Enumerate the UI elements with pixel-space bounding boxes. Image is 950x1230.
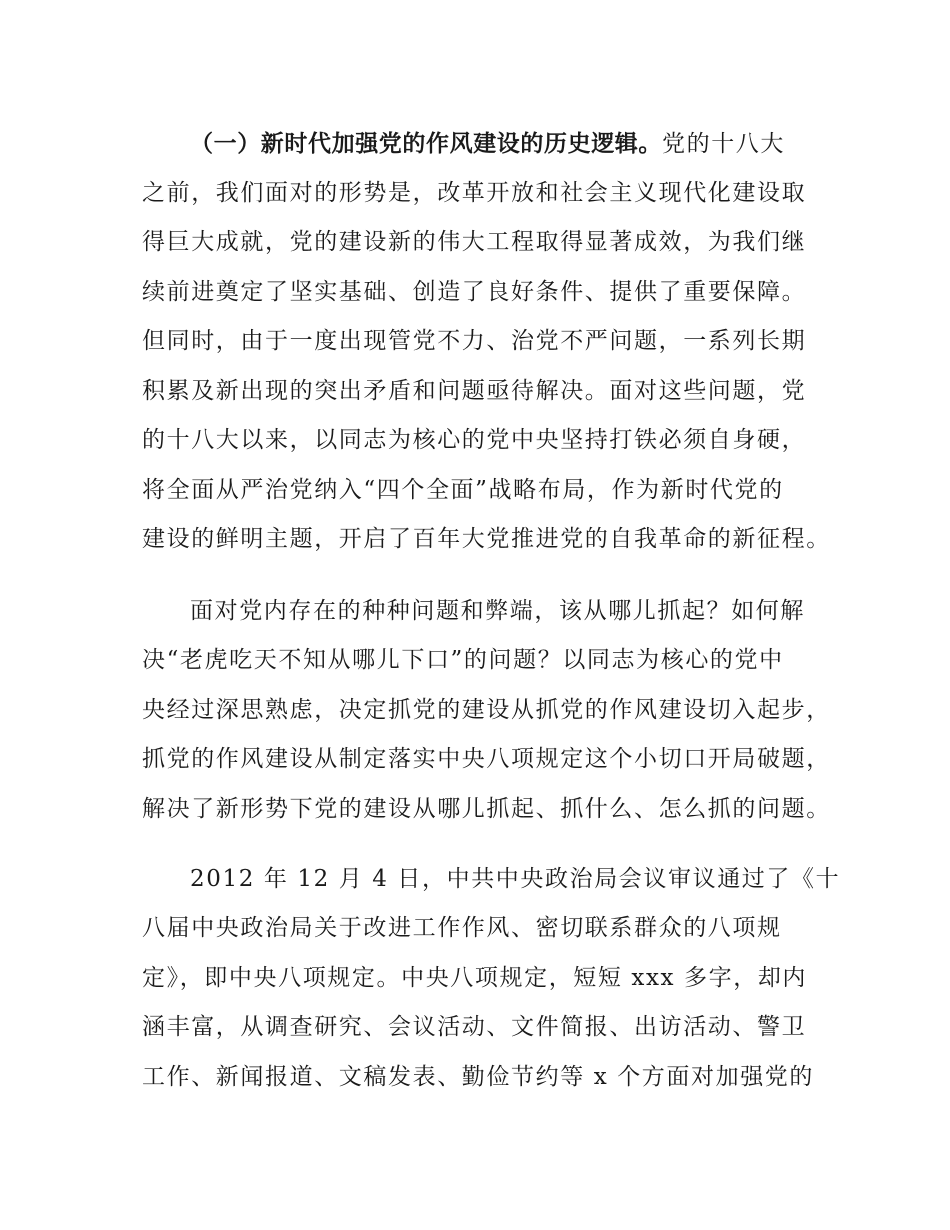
paragraph-1-line-4: 续前进奠定了坚实基础、创造了良好条件、提供了重要保障。: [142, 279, 807, 305]
paragraph-3-line-1: 2012 年 12 月 4 日，中共中央政治局会议审议通过了《十: [190, 866, 841, 892]
paragraph-2-line-2: 决“老虎吃天不知从哪儿下口”的问题？以同志为核心的党中: [142, 647, 784, 673]
paragraph-1-line-7: 的十八大以来，以同志为核心的党中央坚持打铁必须自身硬，: [142, 427, 807, 453]
paragraph-3-line-5: 工作、新闻报道、文稿发表、勤俭节约等 x 个方面对加强党的: [142, 1064, 814, 1090]
paragraph-1-line-3: 得巨大成就，党的建设新的伟大工程取得显著成效，为我们继: [142, 229, 807, 255]
paragraph-2-line-5: 解决了新形势下党的建设从哪儿抓起、抓什么、怎么抓的问题。: [142, 796, 831, 822]
paragraph-2-line-3: 央经过深思熟虑，决定抓党的建设从抓党的作风建设切入起步，: [142, 697, 831, 723]
paragraph-1-line-2: 之前，我们面对的形势是，改革开放和社会主义现代化建设取: [142, 180, 807, 206]
paragraph-1-line-5: 但同时，由于一度出现管党不力、治党不严问题，一系列长期: [142, 328, 807, 354]
section-heading: （一）新时代加强党的作风建设的历史逻辑。: [190, 131, 662, 157]
paragraph-2-line-1: 面对党内存在的种种问题和弊端，该从哪儿抓起？如何解: [190, 598, 805, 624]
paragraph-3-line-2: 八届中央政治局关于改进工作作风、密切联系群众的八项规: [142, 915, 782, 941]
paragraph-1-line-1: [190, 124, 785, 164]
paragraph-1-line-1-text: 党的十八大: [662, 131, 785, 157]
paragraph-1-line-8: 将全面从严治党纳入“四个全面”战略布局，作为新时代党的: [142, 477, 784, 503]
paragraph-3-line-4: 涵丰富，从调查研究、会议活动、文件简报、出访活动、警卫: [142, 1014, 807, 1040]
paragraph-1-line-6: 积累及新出现的突出矛盾和问题亟待解决。面对这些问题，党: [142, 378, 807, 404]
paragraph-2-line-4: 抓党的作风建设从制定落实中央八项规定这个小切口开局破题，: [142, 746, 831, 772]
paragraph-1-line-9: 建设的鲜明主题，开启了百年大党推进党的自我革命的新征程。: [142, 526, 831, 552]
paragraph-3-line-3: 定》，即中央八项规定。中央八项规定，短短 xxx 多字，却内: [142, 965, 808, 991]
